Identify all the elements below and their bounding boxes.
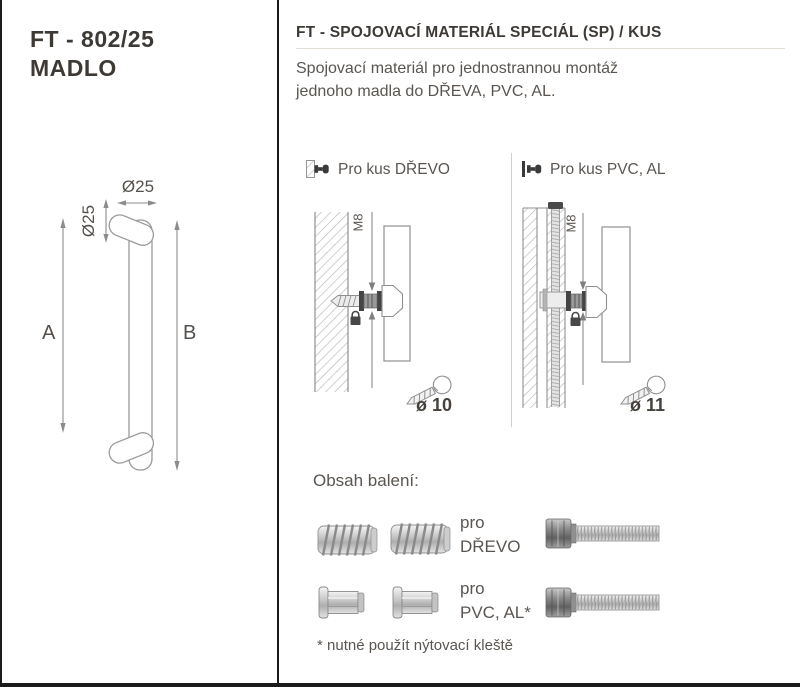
package-wood-label-line2: DŘEVO	[460, 537, 521, 556]
package-footnote: * nutné použít nýtovací kleště	[317, 637, 513, 654]
drill-diameter-pvc: ø 11	[630, 395, 666, 415]
dim-a-label: A	[42, 322, 56, 344]
wood-mount-icon	[306, 159, 332, 179]
product-title-line2: MADLO	[30, 55, 117, 81]
dim-top-diameter: Ø25	[121, 177, 155, 196]
package-pvc-label-line2: PVC, AL*	[460, 603, 531, 622]
drill-diameter-wood: ø 10	[416, 395, 453, 415]
product-title-line1: FT - 802/25	[30, 26, 155, 52]
diagram-pvc-mounting	[523, 202, 668, 411]
padlock-icon	[351, 312, 361, 326]
handle-drawing	[106, 212, 157, 470]
wood-insert-photo	[391, 524, 450, 555]
thread-size-label-wood: M8	[350, 213, 366, 232]
dim-b-label: B	[183, 322, 197, 344]
padlock-icon	[571, 313, 581, 327]
thread-size-label-pvc: M8	[563, 214, 579, 233]
diagram-wood-mounting	[315, 212, 454, 411]
bolt-photo	[546, 519, 659, 548]
package-heading: Obsah balení:	[313, 471, 419, 490]
package-wood-label-line1: pro	[460, 513, 485, 532]
bolt-photo	[546, 588, 659, 617]
description-line1: Spojovací materiál pro jednostrannou montáž	[296, 60, 618, 77]
diagram-wood-title: Pro kus DŘEVO	[338, 161, 450, 178]
description-line2: jednoho madla do DŘEVA, PVC, AL.	[296, 83, 556, 100]
dim-side-diameter: Ø25	[79, 204, 98, 238]
dimension-lines	[60, 199, 179, 471]
diagram-pvc-title: Pro kus PVC, AL	[550, 161, 666, 178]
rivet-nut-photo	[319, 587, 364, 618]
rivet-nut-photo	[393, 587, 438, 618]
section-header: FT - SPOJOVACÍ MATERIÁL SPECIÁL (SP) / KUS	[296, 24, 662, 41]
package-pvc-label-line1: pro	[460, 579, 485, 598]
wood-insert-photo	[318, 525, 377, 556]
pvc-mount-icon	[520, 159, 546, 179]
